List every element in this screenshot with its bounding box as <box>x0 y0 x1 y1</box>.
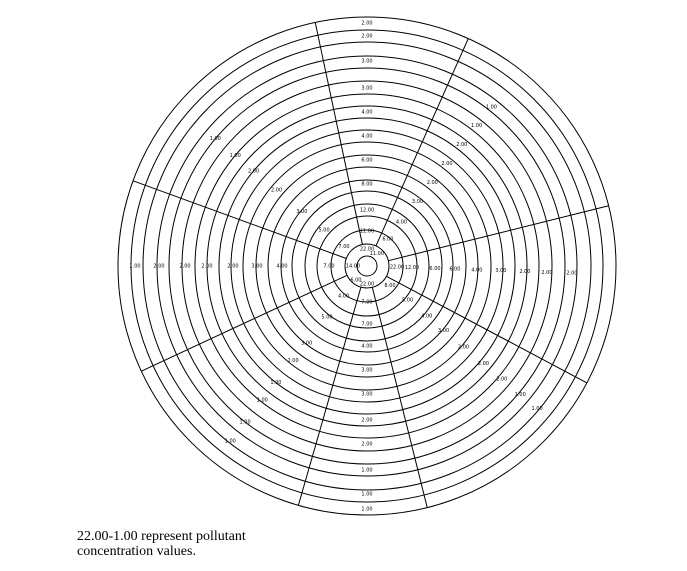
concentration-label-east: 3.00 <box>495 268 507 275</box>
concentration-label-east: 12.00 <box>404 265 420 272</box>
concentration-label-northeast: 11.00 <box>369 250 385 257</box>
concentration-label-south: 3.00 <box>361 391 373 398</box>
concentration-label-east: 6.00 <box>429 265 441 272</box>
concentration-ring <box>157 56 577 476</box>
concentration-label-north: 3.00 <box>361 58 373 65</box>
concentration-label-east: 22.00 <box>389 264 405 271</box>
concentration-label-east: 4.00 <box>471 267 483 274</box>
concentration-label-east: 2.00 <box>541 269 553 276</box>
concentration-label-northwest: 2.00 <box>271 187 283 194</box>
concentration-label-southwest: 1.00 <box>256 397 268 404</box>
concentration-label-southwest: 5.00 <box>321 314 333 321</box>
concentration-label-southwest: 4.00 <box>338 293 350 300</box>
concentration-label-northwest: 3.00 <box>296 208 308 215</box>
concentration-label-west: 2.00 <box>201 263 213 270</box>
concentration-label-northeast: 1.00 <box>471 123 483 130</box>
concentration-label-southwest: 1.00 <box>224 438 236 445</box>
caption-line-2: concentration values. <box>77 544 196 559</box>
concentration-label-north: 2.00 <box>361 20 373 27</box>
concentration-label-west: 2.00 <box>227 263 239 270</box>
concentration-label-west: 7.00 <box>323 263 335 270</box>
concentration-label-west: 14.00 <box>345 263 361 270</box>
concentration-label-west: 2.00 <box>179 263 191 270</box>
concentration-label-south: 2.00 <box>361 441 373 448</box>
concentration-label-south: 22.00 <box>359 281 375 288</box>
concentration-label-south: 1.00 <box>361 506 373 513</box>
concentration-label-northeast: 2.00 <box>426 180 438 186</box>
sector-spoke <box>133 181 346 259</box>
caption <box>77 529 246 559</box>
concentration-label-north: 12.00 <box>359 207 375 214</box>
concentration-label-southwest: 3.00 <box>301 340 313 347</box>
concentration-label-southeast: 2.00 <box>477 361 489 368</box>
concentration-label-southeast: 2.00 <box>496 376 508 383</box>
concentration-label-northeast: 2.00 <box>456 142 468 149</box>
concentration-label-northwest: 2.00 <box>248 168 260 175</box>
concentration-label-northwest: 1.00 <box>229 152 241 159</box>
concentration-label-northwest: 7.00 <box>338 244 350 251</box>
concentration-label-southeast: 4.00 <box>421 313 433 320</box>
concentration-label-south: 3.00 <box>361 367 373 374</box>
concentration-ring <box>292 191 442 341</box>
concentration-label-north: 11.00 <box>359 228 375 235</box>
concentration-label-east: 6.00 <box>449 266 461 273</box>
concentration-label-north: 22.00 <box>359 246 375 253</box>
concentration-label-southeast: 3.00 <box>438 327 450 334</box>
concentration-label-northwest: 1.00 <box>209 136 221 143</box>
concentration-label-north: 3.00 <box>361 85 373 92</box>
concentration-label-south: 1.00 <box>361 467 373 474</box>
concentration-label-north: 2.00 <box>361 33 373 40</box>
concentration-label-southeast: 2.00 <box>457 344 470 351</box>
concentration-label-east: 2.00 <box>519 269 531 275</box>
concentration-rings <box>118 17 616 515</box>
concentration-label-southwest: 2.00 <box>287 358 299 365</box>
sector-spoke <box>141 275 350 371</box>
concentration-label-south: 7.00 <box>361 321 373 328</box>
concentration-label-north: 8.00 <box>361 181 373 188</box>
concentration-label-southeast: 5.00 <box>402 297 414 304</box>
concentration-label-northeast: 3.00 <box>411 198 424 205</box>
concentration-label-northeast: 1.00 <box>485 104 497 111</box>
concentration-ring <box>118 17 616 515</box>
concentration-label-northeast: 6.00 <box>382 236 394 243</box>
concentration-label-northeast: 4.00 <box>395 219 408 226</box>
concentration-label-south: 7.00 <box>361 299 373 306</box>
concentration-label-west: 2.00 <box>153 263 165 270</box>
concentration-label-south: 2.00 <box>361 417 373 424</box>
concentration-label-southwest: 1.00 <box>239 419 251 426</box>
concentration-label-southwest: 6.00 <box>350 277 362 284</box>
concentration-label-west: 4.00 <box>276 263 288 270</box>
concentration-label-south: 1.00 <box>361 491 373 498</box>
caption-line-1: 22.00-1.00 represent pollutant <box>77 529 246 544</box>
concentration-ring <box>195 94 539 438</box>
concentration-label-west: 3.00 <box>251 263 263 270</box>
concentration-label-southeast: 1.00 <box>531 406 543 413</box>
concentration-ring <box>231 130 503 402</box>
concentration-label-east: 2.00 <box>566 270 578 277</box>
concentration-label-northeast: 2.00 <box>441 161 453 168</box>
concentration-label-southeast: 1.00 <box>514 392 526 399</box>
concentration-label-north: 4.00 <box>361 133 373 140</box>
concentration-label-north: 4.00 <box>361 109 373 116</box>
concentration-label-southeast: 8.00 <box>384 282 396 289</box>
concentration-label-north: 6.00 <box>361 157 373 164</box>
concentration-label-south: 4.00 <box>361 343 373 350</box>
concentration-label-southwest: 1.00 <box>270 380 282 387</box>
concentration-label-west: 1.00 <box>129 263 141 270</box>
concentration-label-northwest: 5.00 <box>318 227 330 234</box>
